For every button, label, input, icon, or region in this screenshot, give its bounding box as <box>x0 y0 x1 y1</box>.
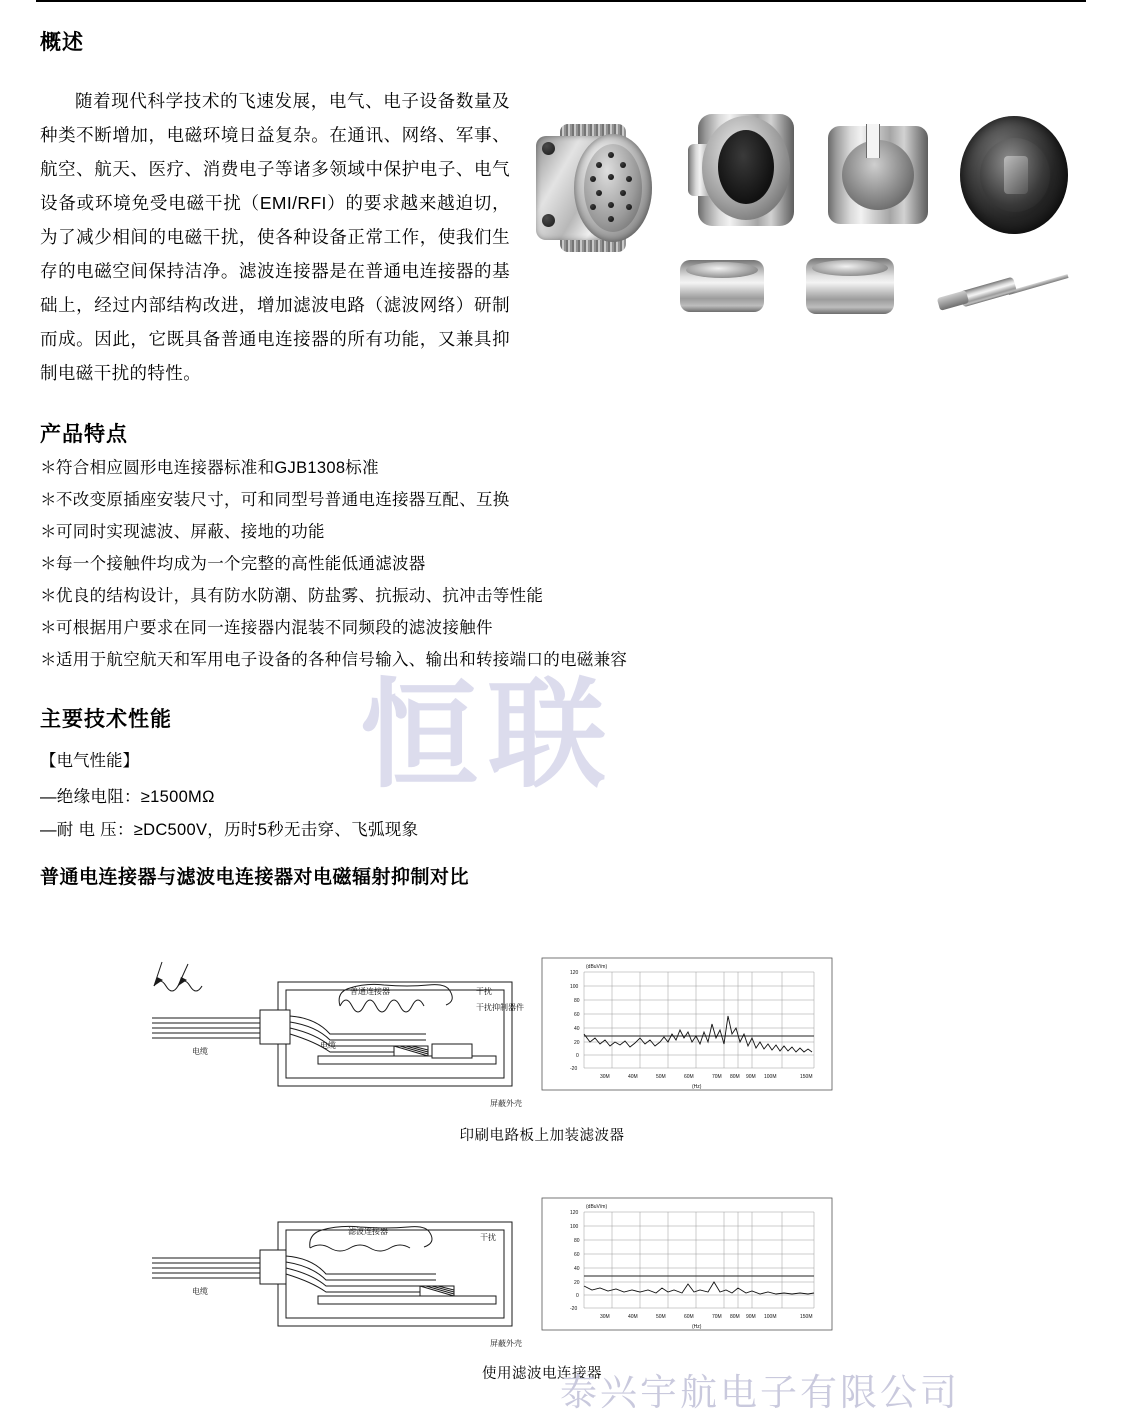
fig2-label-cable: 电缆 <box>192 1287 208 1296</box>
svg-text:-20: -20 <box>570 1066 578 1072</box>
svg-text:70M: 70M <box>712 1314 722 1320</box>
features-section-title: 产品特点 <box>40 423 128 446</box>
figure-2-group <box>132 1188 952 1363</box>
feature-text: 不改变原插座安装尺寸，可和同型号普通电连接器互配、互换 <box>56 491 510 509</box>
feature-text: 每一个接触件均成为一个完整的高性能低通滤波器 <box>56 555 426 573</box>
svg-text:40: 40 <box>574 1026 580 1032</box>
bullet-icon: ＊ <box>40 555 57 573</box>
feature-text: 可同时实现滤波、屏蔽、接地的功能 <box>56 523 325 541</box>
list-item <box>40 580 840 612</box>
figure-2-svg <box>132 1188 952 1358</box>
list-item <box>40 452 840 484</box>
svg-text:40M: 40M <box>628 1314 638 1320</box>
bullet-icon: ＊ <box>40 619 57 637</box>
fig1-label-connector: 普通连接器 <box>350 987 390 996</box>
comparison-section-title: 普通电连接器与滤波电连接器对电磁辐射抑制对比 <box>40 867 470 888</box>
svg-text:-20: -20 <box>570 1306 578 1312</box>
svg-text:60: 60 <box>574 1012 580 1018</box>
bullet-icon: ＊ <box>40 651 57 669</box>
fig1-label-filter: 干扰抑制器件 <box>476 1003 524 1012</box>
ferrule-ring-small-photo <box>680 260 764 312</box>
svg-text:40: 40 <box>574 1266 580 1272</box>
fig2-label-interference: 干扰 <box>480 1233 496 1242</box>
svg-text:30M: 30M <box>600 1074 610 1080</box>
figure-1-caption: 印刷电路板上加装滤波器 <box>459 1128 625 1144</box>
ferrule-ring-large-photo <box>806 258 894 314</box>
features-list <box>40 452 840 676</box>
svg-text:50M: 50M <box>656 1314 666 1320</box>
figure-1-svg <box>132 948 952 1118</box>
ring-small-lip <box>686 262 758 278</box>
svg-text:100: 100 <box>570 984 579 990</box>
list-item <box>40 484 840 516</box>
feature-text: 符合相应圆形电连接器标准和GJB1308标准 <box>56 459 379 477</box>
list-item <box>40 644 840 676</box>
svg-text:(Hz): (Hz) <box>692 1324 702 1330</box>
receptacle-mount-hole-bottom <box>542 214 555 227</box>
svg-text:30M: 30M <box>600 1314 610 1320</box>
list-item <box>40 516 840 548</box>
svg-text:0: 0 <box>576 1053 579 1059</box>
feature-text: 可根据用户要求在同一连接器内混装不同频段的滤波接触件 <box>56 619 493 637</box>
svg-text:60: 60 <box>574 1252 580 1258</box>
receptacle-mount-hole-top <box>542 142 555 155</box>
page-top-rule <box>36 0 1086 2</box>
svg-text:20: 20 <box>574 1280 580 1286</box>
bullet-icon: ＊ <box>40 523 57 541</box>
svg-text:(dBuV/m): (dBuV/m) <box>586 964 608 970</box>
figure-2-caption: 使用滤波电连接器 <box>482 1366 602 1382</box>
bullet-icon: ＊ <box>40 587 57 605</box>
contact-tip <box>937 290 969 311</box>
bullet-icon: ＊ <box>40 459 57 477</box>
filter-contact-pin-photo <box>932 262 1072 324</box>
contact-lead-wire <box>1008 274 1069 295</box>
split-clamp-ring-photo <box>828 126 932 240</box>
svg-text:0: 0 <box>576 1293 579 1299</box>
svg-text:120: 120 <box>570 970 579 976</box>
feature-text: 适用于航空航天和军用电子设备的各种信号输入、输出和转接端口的电磁兼容 <box>56 651 628 669</box>
fig1-label-interference: 干扰 <box>476 987 492 996</box>
svg-text:50M: 50M <box>656 1074 666 1080</box>
overview-section-title: 概述 <box>40 31 84 54</box>
feature-text: 优良的结构设计，具有防水防潮、防盐雾、抗振动、抗冲击等性能 <box>56 587 544 605</box>
figure-1-group <box>132 948 952 1123</box>
svg-text:60M: 60M <box>684 1074 694 1080</box>
bullet-icon: ＊ <box>40 491 57 509</box>
fig2-label-shield: 屏蔽外壳 <box>490 1339 522 1348</box>
svg-text:150M: 150M <box>800 1074 813 1080</box>
svg-text:80M: 80M <box>730 1074 740 1080</box>
receptacle-insert <box>584 144 642 232</box>
product-photo-group <box>528 100 1088 330</box>
svg-text:40M: 40M <box>628 1074 638 1080</box>
technical-section-title: 主要技术性能 <box>40 708 172 731</box>
cap-keyway <box>1004 156 1028 194</box>
svg-text:80: 80 <box>574 1238 580 1244</box>
svg-text:(Hz): (Hz) <box>692 1084 702 1090</box>
svg-text:(dBuV/m): (dBuV/m) <box>586 1204 608 1210</box>
svg-text:90M: 90M <box>746 1074 756 1080</box>
svg-text:20: 20 <box>574 1040 580 1046</box>
shell-bore <box>718 130 774 204</box>
spec-insulation-resistance: —绝缘电阻：≥1500MΩ <box>40 788 215 806</box>
svg-text:120: 120 <box>570 1210 579 1216</box>
svg-text:100M: 100M <box>764 1314 777 1320</box>
fig2-label-connector: 滤波连接器 <box>348 1227 388 1236</box>
electrical-performance-heading: 【电气性能】 <box>40 752 139 770</box>
ring-large-lip <box>812 260 888 276</box>
fig1-label-cable: 电缆 <box>320 1041 336 1050</box>
svg-text:150M: 150M <box>800 1314 813 1320</box>
coupling-shell-photo <box>688 114 800 246</box>
svg-text:80M: 80M <box>730 1314 740 1320</box>
overview-body-text: 随着现代科学技术的飞速发展，电气、电子设备数量及种类不断增加，电磁环境日益复杂。在通讯、网络、军事、航空、航天、医疗、消费电子等诸多领域中保护电子、电气设备或环境免受电磁干扰（EMI/RFI）的要求越来越迫切，为了减少相间的电磁干扰，使各种设备正常工作，使我们生存的电磁空间保持洁净。滤波连接器是在普通电连接器的基础上，经过内部结构改进，增加滤波电路（滤波网络）研制而成。因此，它既具备普通电连接器的所有功能，又兼具抑制电磁干扰的特性。 <box>40 90 510 383</box>
svg-text:60M: 60M <box>684 1314 694 1320</box>
svg-text:70M: 70M <box>712 1074 722 1080</box>
svg-text:80: 80 <box>574 998 580 1004</box>
svg-text:90M: 90M <box>746 1314 756 1320</box>
receptacle-connector-photo <box>536 118 656 258</box>
fig1-label-shield: 屏蔽外壳 <box>490 1099 522 1108</box>
svg-text:100: 100 <box>570 1224 579 1230</box>
list-item <box>40 612 840 644</box>
company-logo-watermark: 恒联 <box>360 665 617 804</box>
svg-text:电缆: 电缆 <box>192 1047 208 1056</box>
clamp-slot <box>866 124 880 158</box>
list-item <box>40 548 840 580</box>
rear-cap-photo <box>960 116 1072 240</box>
svg-text:100M: 100M <box>764 1074 777 1080</box>
company-name-watermark: 泰兴宇航电子有限公司 <box>560 1371 960 1414</box>
spec-dielectric-withstanding-voltage: —耐 电 压：≥DC500V，历时5秒无击穿、飞弧现象 <box>40 821 419 839</box>
